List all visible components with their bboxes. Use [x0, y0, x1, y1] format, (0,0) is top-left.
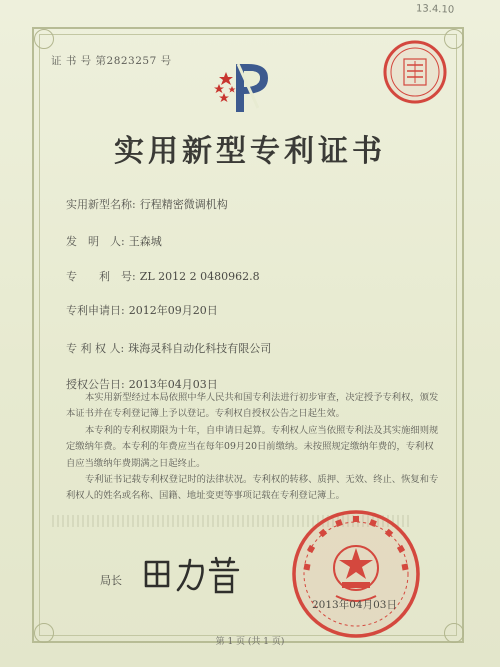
body-paragraph: 本专利的专利权期限为十年，自申请日起算。专利权人应当依照专利法及其实施细则规定缴纳年费。本专利的年费应当在每年09月20日前缴纳。未按照规定缴纳年费的，专利权自应当缴纳年费期满之日起终止。: [66, 424, 439, 469]
field-value: 2013年04月03日: [128, 378, 218, 391]
field-value: 王森城: [128, 235, 162, 248]
certificate-body-text: [66, 390, 442, 505]
field-label: 专利申请日:: [66, 304, 125, 317]
top-right-seal-icon: [380, 37, 450, 107]
page-number: 第 1 页 (共 1 页): [215, 637, 285, 647]
director-label: 局长: [100, 574, 122, 587]
field-utility-model-name: [66, 196, 228, 212]
body-paragraph: 本实用新型经过本局依照中华人民共和国专利法进行初步审查，决定授予专利权，颁发本证书并在专利登记簿上予以登记。专利权自授权公告之日起生效。: [66, 392, 439, 420]
field-patentee: [66, 340, 271, 356]
field-label: 授权公告日:: [66, 378, 125, 391]
field-value: 行程精密微调机构: [139, 198, 228, 211]
patent-office-logo-icon: [210, 58, 290, 116]
field-value: 珠海灵科自动化科技有限公司: [128, 342, 272, 355]
field-patent-number: [66, 268, 260, 284]
field-label: 实用新型名称:: [66, 198, 136, 211]
field-label: 专 利 号:: [66, 270, 136, 283]
certificate-number: 证 书 号 第2823257 号: [51, 55, 172, 67]
official-red-seal-icon: [286, 504, 426, 644]
director-signature: [138, 552, 248, 596]
field-application-date: [66, 302, 218, 318]
field-label: 专 利 权 人:: [66, 342, 125, 355]
field-value: 2012年09月20日: [128, 304, 218, 317]
corner-ornament-top-left: [34, 29, 54, 49]
certificate-title: 实用新型专利证书: [114, 134, 386, 169]
body-paragraph: 专利证书记载专利权登记时的法律状况。专利权的转移、质押、无效、终止、恢复和专利权人的姓名或名称、国籍、地址变更等事项记载在专利登记簿上。: [66, 474, 439, 502]
field-label: 发 明 人:: [66, 235, 125, 248]
seal-date: 2013年04月03日: [312, 599, 397, 611]
field-inventor: [66, 233, 162, 249]
field-value: ZL 2012 2 0480962.8: [139, 270, 260, 283]
handwritten-scan-note: 13.4.10: [415, 3, 455, 16]
